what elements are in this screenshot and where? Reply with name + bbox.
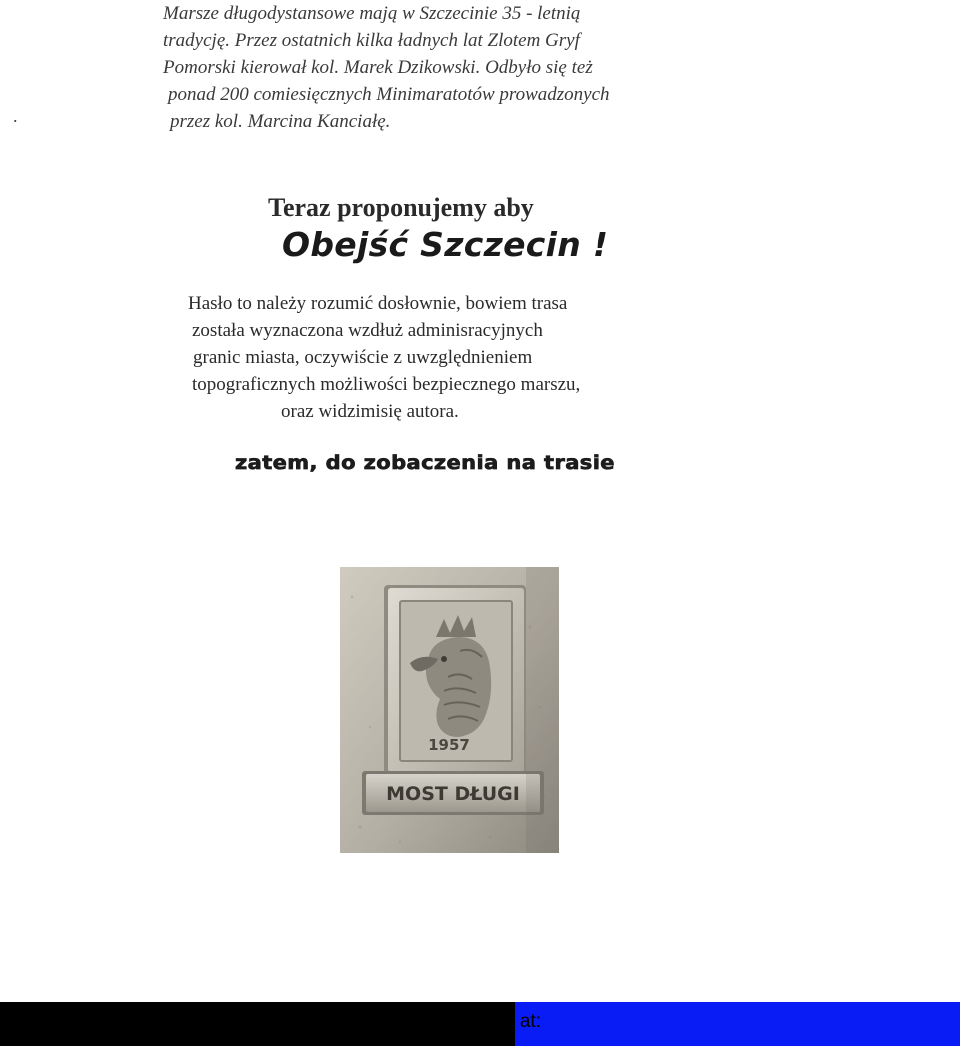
description-line-1: Hasło to należy rozumić dosłownie, bowiem trasa bbox=[188, 293, 568, 314]
intro-line-4: ponad 200 comiesięcznych Minimaratotów prowadzonych bbox=[168, 84, 610, 105]
headline-title: Obejść Szczecin ! bbox=[282, 225, 609, 264]
intro-line-1: Marsze długodystansowe mają w Szczecinie 35 - letnią bbox=[163, 3, 581, 24]
plaque-year: 1957 bbox=[428, 736, 470, 754]
footer-bar-blue[interactable] bbox=[515, 1002, 960, 1046]
description-line-2: została wyznaczona wzdłuż adminisracyjnych bbox=[192, 320, 543, 341]
description-line-5: oraz widzimisię autora. bbox=[281, 401, 459, 422]
footer-bar bbox=[0, 1002, 960, 1046]
intro-line-3: Pomorski kierował kol. Marek Dzikowski. Odbyło się też bbox=[163, 57, 593, 78]
footer-bar-dark bbox=[0, 1002, 515, 1046]
description-line-4: topograficznych możliwości bezpiecznego marszu, bbox=[192, 374, 581, 395]
intro-line-5: przez kol. Marcina Kanciałę. bbox=[170, 111, 391, 132]
bullet-dot: . bbox=[13, 106, 18, 126]
intro-line-2: tradycję. Przez ostatnich kilka ładnych lat Zlotem Gryf bbox=[163, 30, 580, 51]
description-line-3: granic miasta, oczywiście z uwzględnieniem bbox=[193, 347, 533, 368]
closing-line: zatem, do zobaczenia na trasie bbox=[235, 452, 615, 474]
headline-lead: Teraz proponujemy aby bbox=[268, 193, 534, 222]
footer-text: e at: bbox=[504, 1011, 541, 1032]
plaque-photo bbox=[340, 567, 559, 853]
plaque-sign: MOST DŁUGI bbox=[386, 783, 520, 805]
